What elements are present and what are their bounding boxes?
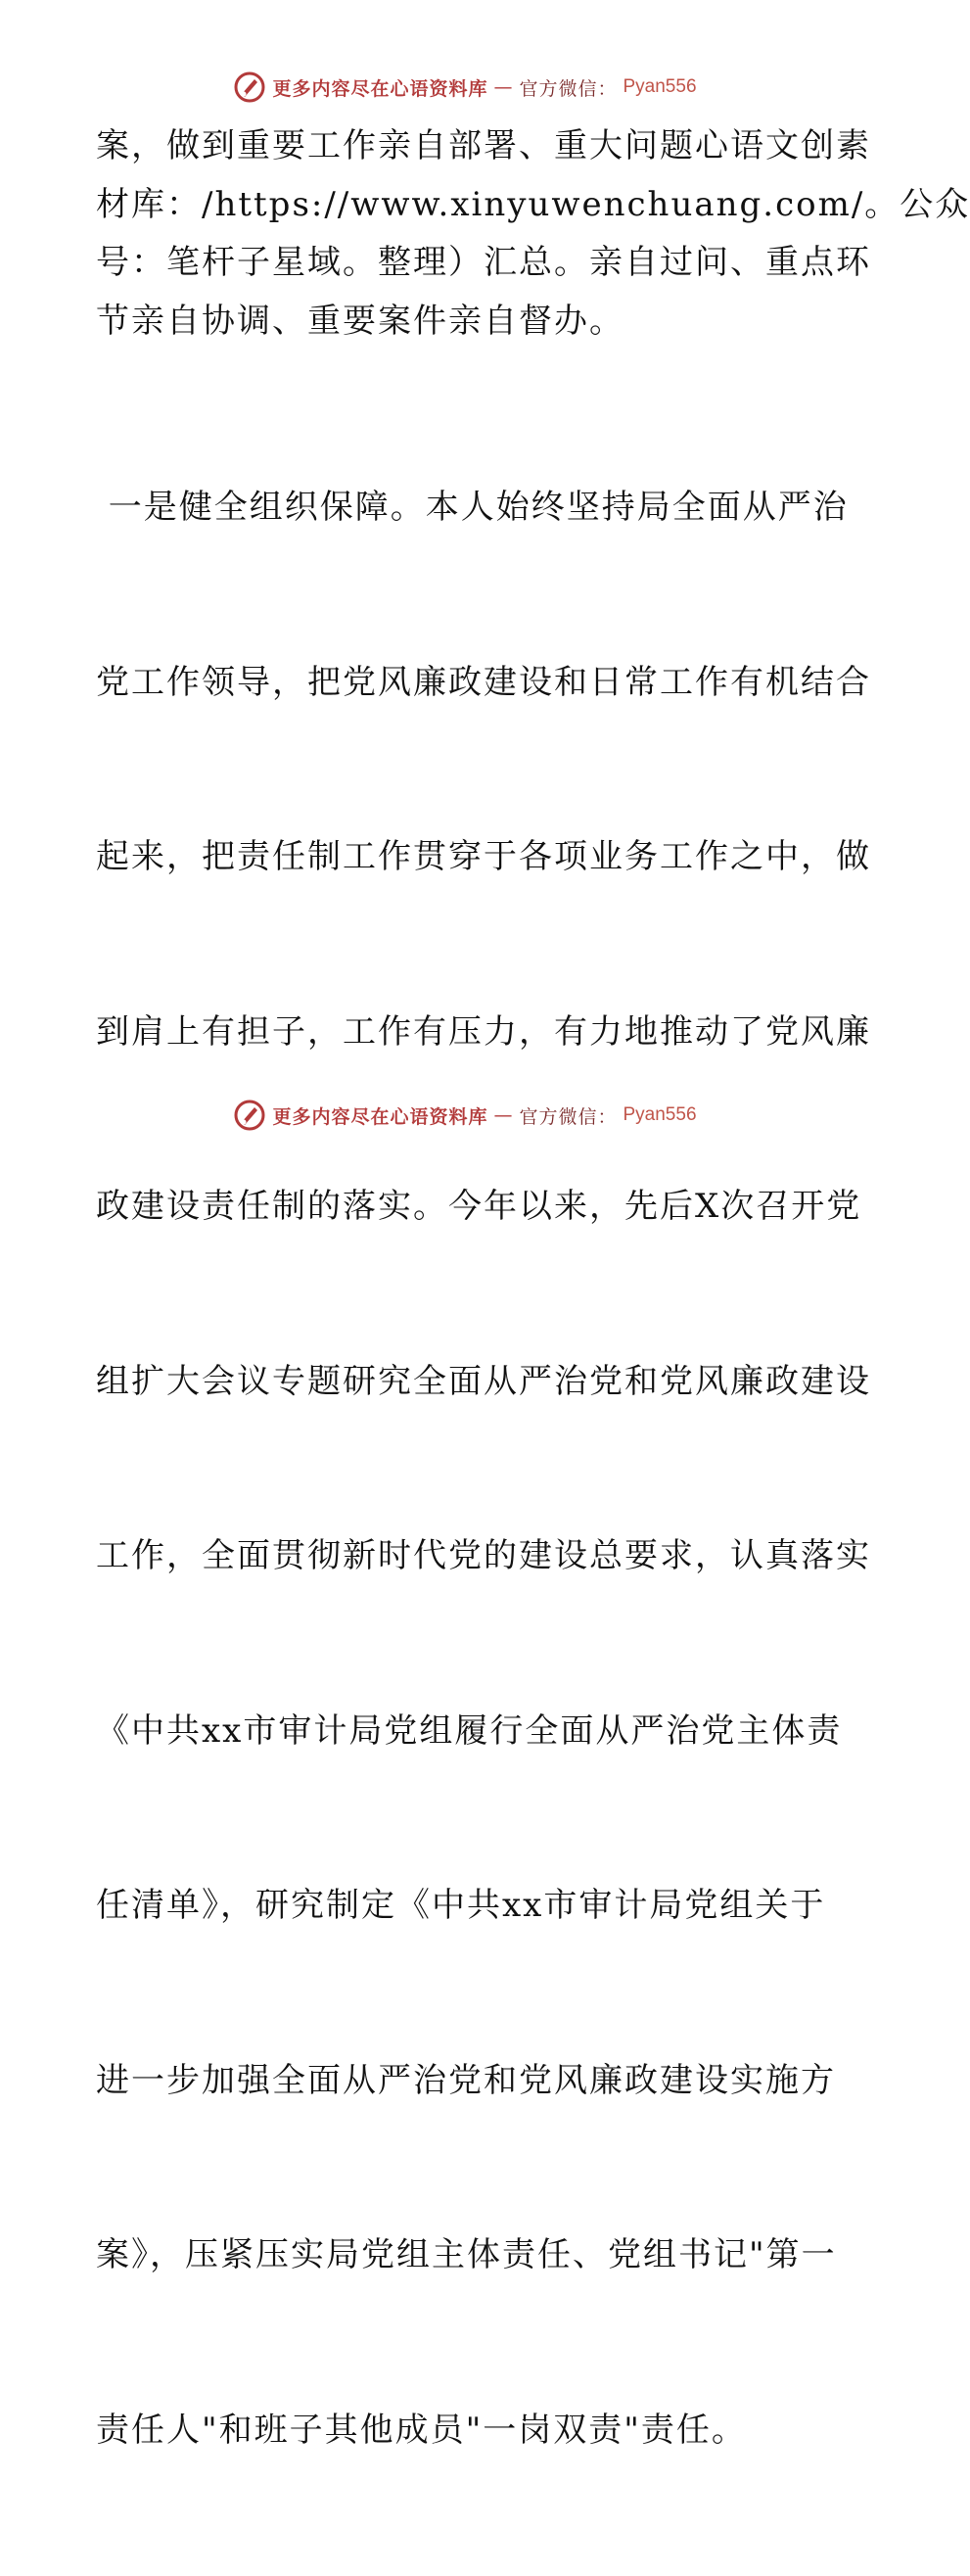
- text-line: 党工作领导，把党风廉政建设和日常工作有机结合: [96, 662, 871, 702]
- text-line: 一是健全组织保障。本人始终坚持局全面从严治: [96, 488, 849, 527]
- text-line: 进一步加强全面从严治党和党风廉政建设实施方: [96, 2060, 836, 2100]
- text-line: 工作，全面贯彻新时代党的建设总要求，认真落实: [96, 1536, 871, 1575]
- banner-dash: —: [493, 1104, 514, 1126]
- banner-slogan: 更多内容尽在心语资料库: [272, 77, 488, 100]
- text-line: 案》，压紧压实局党组主体责任、党组书记"第一: [96, 2235, 837, 2274]
- text-line: 政建设责任制的落实。今年以来，先后X次召开党: [96, 1187, 862, 1226]
- text-line: 号：笔杆子星域。整理）汇总。亲自过问、重点环: [96, 243, 871, 282]
- brand-logo-icon: [233, 1099, 266, 1132]
- brand-logo-icon: [233, 70, 266, 104]
- text-line: 《中共xx市审计局党组履行全面从严治党主体责: [96, 1710, 843, 1751]
- header-banner: [0, 70, 930, 104]
- banner-wechat-label: 官方微信：: [519, 1105, 618, 1128]
- paragraph-1: [96, 117, 970, 351]
- text-line: 节亲自协调、重要案件亲自督办。: [96, 301, 624, 341]
- document-body: [96, 117, 970, 2576]
- text-line: 组扩大会议专题研究全面从严治党和党风廉政建设: [96, 1361, 871, 1401]
- paragraph-2: [96, 362, 871, 2576]
- banner-slogan: 更多内容尽在心语资料库: [272, 1105, 488, 1128]
- footer-banner: [0, 1099, 930, 1132]
- text-line: 责任人"和班子其他成员"一岗双责"责任。: [96, 2410, 747, 2450]
- text-line: 到肩上有担子，工作有压力，有力地推动了党风廉: [96, 1011, 871, 1052]
- text-line: 任清单》，研究制定《中共xx市审计局党组关于: [96, 1886, 826, 1925]
- banner-wechat-handle: Pyan556: [623, 76, 697, 97]
- text-line: 案，做到重要工作亲自部署、重大问题心语文创素: [96, 126, 871, 165]
- banner-wechat-handle: Pyan556: [623, 1104, 697, 1125]
- banner-wechat-label: 官方微信：: [519, 77, 618, 100]
- text-line: 起来，把责任制工作贯穿于各项业务工作之中，做: [96, 837, 871, 876]
- banner-dash: —: [493, 76, 514, 98]
- text-line: 材库：/https://www.xinyuwenchuang.com/。公众: [96, 184, 970, 224]
